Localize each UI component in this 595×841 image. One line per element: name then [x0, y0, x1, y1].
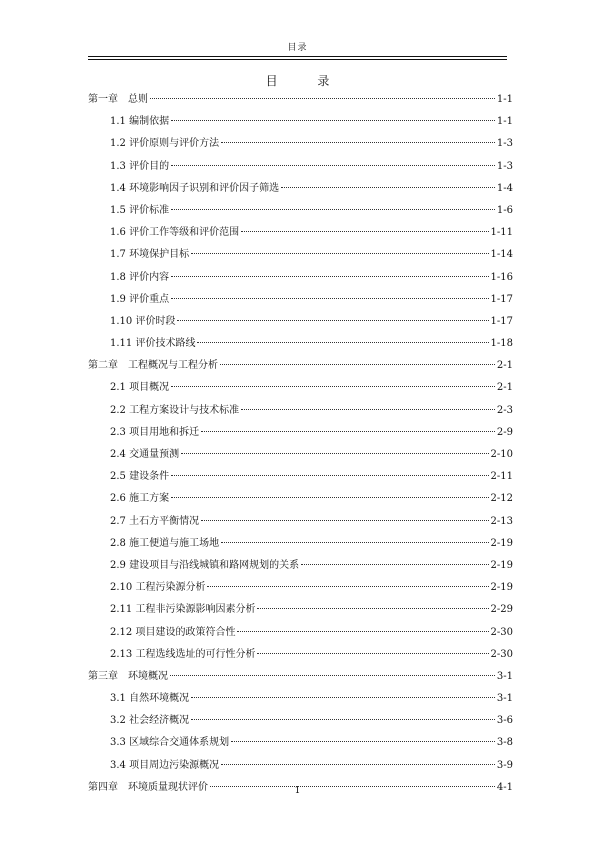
toc-entry-page: 1-3 [496, 160, 513, 172]
toc-section-entry[interactable] [88, 312, 513, 334]
dot-leader [220, 364, 495, 365]
toc-entry-page: 3-9 [496, 759, 513, 771]
toc-entry-page: 1-11 [490, 227, 513, 239]
toc-entry-page: 4-1 [496, 781, 513, 793]
dot-leader [171, 298, 488, 299]
toc-entry-page: 2-30 [490, 626, 513, 638]
dot-leader [221, 542, 488, 543]
toc-entry-label: 1.9 评价重点 [110, 293, 170, 305]
toc-entry-page: 3-1 [496, 670, 513, 682]
dot-leader [241, 231, 488, 232]
toc-entry-label: 第二章 工程概况与工程分析 [88, 360, 218, 372]
dot-leader [241, 409, 495, 410]
dot-leader [177, 320, 488, 321]
dot-leader [221, 764, 495, 765]
toc-entry-label: 3.4 项目周边污染源概况 [110, 759, 220, 771]
toc-entry-page: 2-12 [490, 493, 513, 505]
toc-section-entry[interactable] [88, 600, 513, 622]
dot-leader [150, 98, 495, 99]
toc-entry-page: 1-4 [496, 182, 513, 194]
toc-entry-page: 2-19 [490, 559, 513, 571]
toc-entry-page: 3-6 [496, 715, 513, 727]
toc-entry-label: 3.3 区域综合交通体系规划 [110, 737, 230, 749]
dot-leader [301, 564, 488, 565]
toc-entry-label: 2.10 工程污染源分析 [110, 582, 206, 594]
toc-entry-label: 2.3 项目用地和拆迁 [110, 426, 200, 438]
table-of-contents [88, 90, 513, 800]
toc-section-entry[interactable] [88, 378, 513, 400]
toc-entry-label: 1.3 评价目的 [110, 160, 170, 172]
toc-entry-label: 1.1 编制依据 [110, 116, 170, 128]
toc-entry-label: 1.8 评价内容 [110, 271, 170, 283]
header-rule [88, 56, 507, 57]
toc-entry-label: 1.5 评价标准 [110, 204, 170, 216]
dot-leader [171, 386, 495, 387]
toc-entry-label: 2.12 项目建设的政策符合性 [110, 626, 236, 638]
toc-entry-label: 2.13 工程选线选址的可行性分析 [110, 648, 256, 660]
toc-entry-page: 1-6 [496, 204, 513, 216]
dot-leader [171, 497, 488, 498]
toc-entry-label: 1.7 环境保护目标 [110, 249, 190, 261]
toc-section-entry[interactable] [88, 401, 513, 423]
dot-leader [201, 520, 488, 521]
toc-section-entry[interactable] [88, 334, 513, 356]
dot-leader [197, 342, 488, 343]
toc-entry-label: 1.4 环境影响因子识别和评价因子筛选 [110, 182, 280, 194]
toc-section-entry[interactable] [88, 623, 513, 645]
dot-leader [171, 165, 495, 166]
toc-entry-page: 1-16 [490, 271, 513, 283]
toc-section-entry[interactable] [88, 423, 513, 445]
toc-entry-label: 1.10 评价时段 [110, 315, 176, 327]
dot-leader [181, 453, 488, 454]
toc-entry-label: 第三章 环境概况 [88, 670, 168, 682]
dot-leader [171, 475, 488, 476]
toc-entry-page: 2-10 [490, 449, 513, 460]
toc-entry-page: 3-1 [496, 693, 513, 705]
toc-entry-label: 1.6 评价工作等级和评价范围 [110, 227, 240, 239]
toc-entry-page: 2-19 [490, 582, 513, 594]
toc-entry-label: 第一章 总则 [88, 94, 148, 105]
dot-leader [191, 253, 488, 254]
dot-leader [207, 586, 488, 587]
toc-entry-page: 2-29 [490, 604, 513, 616]
toc-section-entry[interactable] [88, 290, 513, 312]
toc-chapter-entry[interactable] [88, 90, 513, 112]
toc-section-entry[interactable] [88, 467, 513, 489]
dot-leader [281, 187, 495, 188]
dot-leader [171, 209, 495, 210]
dot-leader [171, 120, 495, 121]
toc-entry-page: 2-13 [490, 515, 513, 527]
toc-section-entry[interactable] [88, 201, 513, 223]
toc-section-entry[interactable] [88, 223, 513, 245]
toc-entry-page: 1-3 [496, 138, 513, 150]
toc-entry-page: 1-18 [490, 338, 513, 350]
dot-leader [257, 653, 488, 654]
toc-entry-label: 2.11 工程非污染源影响因素分析 [110, 604, 256, 616]
dot-leader [191, 719, 495, 720]
toc-chapter-entry[interactable] [88, 356, 513, 378]
toc-section-entry[interactable] [88, 445, 513, 467]
toc-entry-page: 2-11 [490, 471, 513, 483]
toc-section-entry[interactable] [88, 112, 513, 134]
toc-entry-label: 2.6 施工方案 [110, 493, 170, 505]
toc-section-entry[interactable] [88, 756, 513, 778]
toc-entry-label: 3.1 自然环境概况 [110, 693, 190, 705]
toc-section-entry[interactable] [88, 489, 513, 511]
toc-entry-label: 3.2 社会经济概况 [110, 715, 190, 727]
toc-section-entry[interactable] [88, 245, 513, 267]
toc-section-entry[interactable] [88, 512, 513, 534]
toc-entry-page: 1-17 [490, 293, 513, 305]
toc-section-entry[interactable] [88, 556, 513, 578]
toc-entry-label: 2.1 项目概况 [110, 382, 170, 394]
dot-leader [257, 608, 488, 609]
toc-section-entry[interactable] [88, 733, 513, 755]
dot-leader [170, 675, 495, 676]
toc-section-entry[interactable] [88, 689, 513, 711]
toc-entry-label: 2.5 建设条件 [110, 471, 170, 483]
dot-leader [191, 697, 495, 698]
toc-chapter-entry[interactable] [88, 667, 513, 689]
toc-section-entry[interactable] [88, 268, 513, 290]
dot-leader [221, 142, 495, 143]
toc-entry-page: 2-19 [490, 537, 513, 549]
dot-leader [201, 431, 495, 432]
toc-title: 目 录 [265, 74, 330, 88]
toc-entry-label: 2.2 工程方案设计与技术标准 [110, 404, 240, 416]
toc-entry-label: 1.11 评价技术路线 [110, 338, 196, 350]
toc-entry-label: 1.2 评价原则与评价方法 [110, 138, 220, 150]
toc-section-entry[interactable] [88, 179, 513, 201]
toc-entry-page: 1-14 [490, 249, 513, 261]
toc-entry-label: 2.8 施工便道与施工场地 [110, 537, 220, 549]
toc-entry-page: 2-30 [490, 648, 513, 660]
dot-leader [237, 631, 488, 632]
toc-section-entry[interactable] [88, 711, 513, 733]
toc-entry-page: 1-17 [490, 315, 513, 327]
toc-section-entry[interactable] [88, 645, 513, 667]
toc-entry-label: 2.9 建设项目与沿线城镇和路网规划的关系 [110, 559, 300, 571]
toc-entry-label: 2.4 交通量预测 [110, 449, 180, 460]
toc-section-entry[interactable] [88, 578, 513, 600]
dot-leader [171, 276, 488, 277]
toc-entry-page: 2-9 [496, 426, 513, 438]
header-rule-thin [88, 59, 507, 60]
toc-entry-label: 2.7 土石方平衡情况 [110, 515, 200, 527]
page-number: 1 [294, 786, 301, 796]
toc-entry-page: 3-8 [496, 737, 513, 749]
toc-entry-page: 1-1 [496, 116, 513, 128]
toc-section-entry[interactable] [88, 534, 513, 556]
dot-leader [231, 741, 495, 742]
toc-entry-page: 2-3 [496, 404, 513, 416]
toc-entry-page: 2-1 [496, 360, 513, 372]
toc-entry-page: 2-1 [496, 382, 513, 394]
toc-entry-page: 1-1 [496, 94, 513, 105]
toc-entry-label: 第四章 环境质量现状评价 [88, 781, 208, 793]
toc-section-entry[interactable] [88, 134, 513, 156]
toc-section-entry[interactable] [88, 157, 513, 179]
running-header: 目录 [287, 43, 308, 53]
